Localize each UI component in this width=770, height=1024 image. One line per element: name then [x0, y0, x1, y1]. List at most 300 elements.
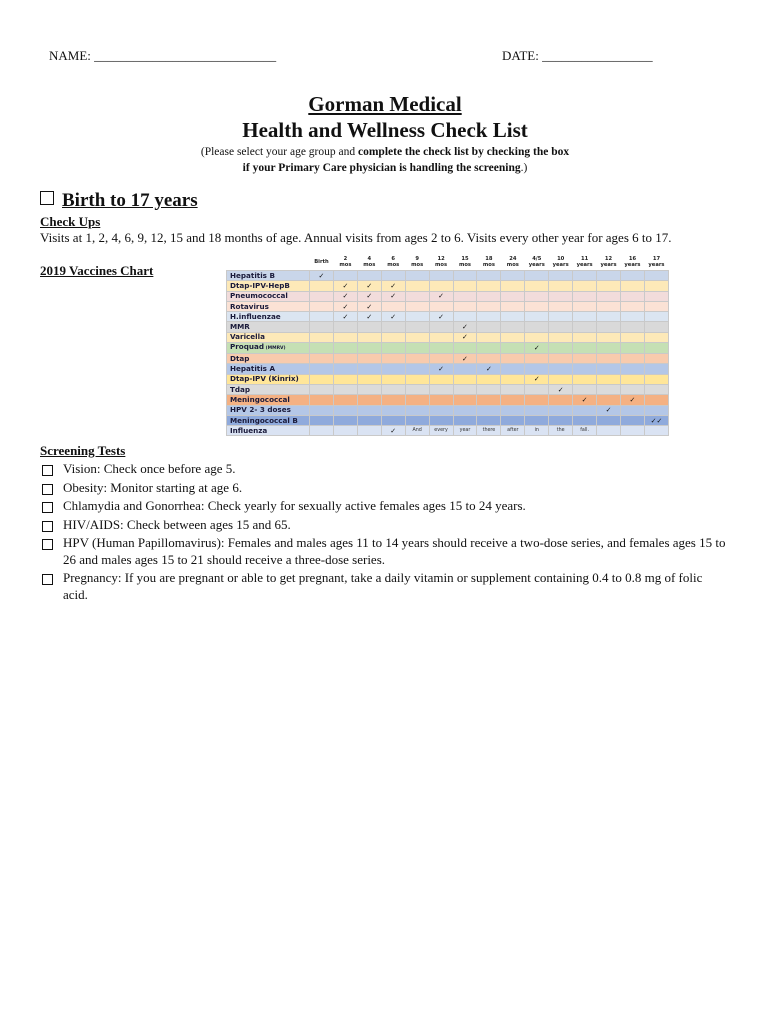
vaccine-cell: in [525, 426, 549, 436]
vaccine-col-value: 12 [437, 256, 445, 262]
vaccine-cell [597, 426, 621, 436]
vaccine-col-value: 4 [367, 256, 372, 262]
screening-checkbox[interactable] [42, 465, 53, 476]
vaccine-cell [429, 322, 453, 332]
instructions [0, 144, 770, 176]
vaccine-name-text: Hepatitis B [230, 270, 275, 280]
vaccine-name-text: Pneumococcal [230, 291, 288, 301]
vaccine-col-value: 2 [343, 256, 348, 262]
vaccine-cell: ✓ [573, 395, 597, 405]
vaccine-cell: ✓ [381, 291, 405, 301]
vaccine-cell [357, 415, 381, 425]
vaccine-cell [525, 322, 549, 332]
vaccine-cell [597, 332, 621, 342]
vaccine-cell [429, 281, 453, 291]
vaccine-col-header [310, 254, 334, 271]
vaccine-name [227, 374, 310, 384]
vaccine-cell [644, 332, 668, 342]
vaccine-row [227, 281, 669, 291]
vaccine-cell [429, 332, 453, 342]
vaccine-name-text: Dtap-IPV-HepB [230, 280, 290, 290]
vaccine-cell [381, 405, 405, 415]
vaccine-cell: ✓ [310, 271, 334, 281]
vaccine-cell [644, 312, 668, 322]
vaccine-cell [525, 312, 549, 322]
vaccine-cell [333, 271, 357, 281]
vaccine-cell [549, 405, 573, 415]
vaccine-cell [477, 281, 501, 291]
vaccine-cell [573, 312, 597, 322]
vaccine-col-unit: mos [435, 262, 448, 268]
vaccine-cell [525, 271, 549, 281]
screening-item [40, 535, 730, 568]
vaccine-cell: ✓ [453, 322, 477, 332]
vaccine-cell [357, 426, 381, 436]
vaccine-name [227, 415, 310, 425]
screening-item-text: HPV (Human Papillomavirus): Females and males ages 11 to 14 years should receive a two-dose series, and females ages 15 to 26 and males ages 15 to 21 should receive a three-dose series. [63, 535, 726, 567]
vaccine-col-unit: years [552, 262, 569, 268]
vaccine-col-value: 11 [580, 256, 589, 262]
vaccine-cell [573, 322, 597, 332]
vaccine-cell [405, 405, 429, 415]
vaccine-cell [597, 374, 621, 384]
vaccine-cell [357, 271, 381, 281]
vaccine-cell [573, 291, 597, 301]
instructions-pre: (Please select your age group and [200, 146, 358, 158]
vaccine-cell [549, 364, 573, 374]
vaccine-cell: ✓ [477, 364, 501, 374]
vaccine-cell [429, 343, 453, 354]
vaccine-cell [357, 354, 381, 364]
vaccine-col-unit: years [624, 262, 641, 268]
instructions-bold: complete the check list by checking the box if your Primary Care physician is handling the screening [242, 146, 570, 174]
vaccine-cell [549, 271, 573, 281]
vaccine-cell [405, 364, 429, 374]
vaccine-cell: ✓ [381, 312, 405, 322]
vaccine-cell [405, 343, 429, 354]
vaccine-cell [501, 301, 525, 311]
vaccine-cell [597, 312, 621, 322]
vaccine-cell: ✓ [333, 291, 357, 301]
vaccine-cell: ✓ [429, 312, 453, 322]
vaccine-col-value: 12 [604, 256, 613, 262]
vaccine-name-text: Proquad [230, 342, 265, 352]
age-group-label: Birth to 17 years [62, 190, 198, 211]
vaccine-cell [549, 312, 573, 322]
vaccine-cell: ✓ [549, 384, 573, 394]
vaccine-cell [525, 384, 549, 394]
vaccine-name-text: Influenza [230, 425, 268, 435]
vaccine-name [227, 312, 310, 322]
vaccine-cell [381, 395, 405, 405]
vaccine-row [227, 354, 669, 364]
vaccine-cell: ✓ [429, 364, 453, 374]
vaccine-name-text: H.influenzae [230, 311, 281, 321]
screening-checkbox[interactable] [42, 502, 53, 513]
vaccine-cell [525, 354, 549, 364]
vaccine-col-header [381, 254, 405, 271]
screening-list [40, 461, 730, 605]
vaccine-col-header [620, 254, 644, 271]
screening-checkbox[interactable] [42, 574, 53, 585]
screening-item [40, 461, 730, 478]
vaccine-row [227, 405, 669, 415]
vaccine-cell [477, 332, 501, 342]
vaccine-cell [477, 405, 501, 415]
vaccine-cell [333, 405, 357, 415]
document-title: Health and Wellness Check List [242, 118, 528, 142]
vaccine-name [227, 364, 310, 374]
vaccine-cell [597, 364, 621, 374]
vaccine-cell [310, 384, 334, 394]
vaccine-cell [549, 322, 573, 332]
vaccine-cell [644, 384, 668, 394]
vaccine-row [227, 301, 669, 311]
vaccine-col-header [525, 254, 549, 271]
vaccine-cell [333, 322, 357, 332]
vaccine-cell [501, 364, 525, 374]
vaccine-cell [357, 332, 381, 342]
vaccine-cell: ✓ [620, 395, 644, 405]
vaccine-cell [501, 405, 525, 415]
vaccine-cell [310, 415, 334, 425]
vaccine-cell [620, 271, 644, 281]
vaccine-cell [477, 343, 501, 354]
vaccine-col-header [549, 254, 573, 271]
vaccine-cell: ✓ [333, 281, 357, 291]
vaccine-cell [453, 374, 477, 384]
vaccine-col-header [597, 254, 621, 271]
name-field[interactable]: NAME: ____________________________ [49, 48, 277, 63]
vaccine-col-header [453, 254, 477, 271]
vaccine-cell [501, 281, 525, 291]
vaccine-cell [310, 343, 334, 354]
vaccine-col-unit: years [576, 262, 593, 268]
vaccine-col-unit: mos [458, 262, 472, 268]
vaccine-cell [453, 364, 477, 374]
vaccine-row [227, 395, 669, 405]
vaccine-cell [477, 415, 501, 425]
vaccine-cell [477, 374, 501, 384]
age-group-heading [40, 190, 198, 212]
vaccine-cell [549, 291, 573, 301]
vaccine-col-value: 15 [461, 256, 469, 262]
vaccine-row [227, 364, 669, 374]
vaccine-cell [573, 364, 597, 374]
vaccine-cell [333, 364, 357, 374]
vaccine-cell [405, 291, 429, 301]
vaccine-col-unit: mos [363, 262, 376, 268]
vaccine-cell [573, 301, 597, 311]
vaccine-name [227, 426, 310, 436]
vaccine-name-text: Meningococcal [230, 394, 290, 404]
vaccine-cell [501, 271, 525, 281]
vaccine-cell [549, 395, 573, 405]
instructions-post: .) [520, 162, 528, 174]
vaccine-cell [501, 415, 525, 425]
vaccine-cell [477, 301, 501, 311]
vaccine-cell [453, 301, 477, 311]
vaccine-chart [226, 254, 669, 436]
vaccine-cell [644, 291, 668, 301]
vaccine-cell [597, 384, 621, 394]
vaccine-col-unit: mos [339, 262, 352, 268]
vaccine-cell [549, 281, 573, 291]
vaccine-col-value: 24 [509, 256, 517, 262]
vaccine-cell [549, 354, 573, 364]
vaccine-cell [620, 384, 644, 394]
vaccine-cell [597, 354, 621, 364]
screening-checkbox[interactable] [42, 539, 53, 550]
vaccine-cell [429, 415, 453, 425]
screening-checkbox[interactable] [42, 484, 53, 495]
vaccine-cell [310, 354, 334, 364]
vaccine-cell [453, 343, 477, 354]
vaccine-table-header [227, 254, 669, 271]
vaccine-row [227, 332, 669, 342]
vaccine-row [227, 271, 669, 281]
vaccine-cell [453, 281, 477, 291]
vaccine-cell [644, 364, 668, 374]
vaccine-cell: ✓ [333, 301, 357, 311]
vaccine-cell [597, 281, 621, 291]
vaccine-row [227, 322, 669, 332]
vaccine-cell: ✓ [597, 405, 621, 415]
vaccine-cell [573, 343, 597, 354]
vaccine-name [227, 354, 310, 364]
vaccine-cell [453, 291, 477, 301]
vaccine-cell [477, 271, 501, 281]
vaccine-col-value: 4/5 [532, 256, 542, 262]
vaccine-name [227, 405, 310, 415]
vaccine-row [227, 291, 669, 301]
vaccine-cell [620, 301, 644, 311]
vaccine-cell [310, 301, 334, 311]
vaccine-cell [573, 271, 597, 281]
vaccine-cell: ✓ [453, 354, 477, 364]
vaccine-cell [381, 343, 405, 354]
vaccine-cell [357, 405, 381, 415]
vaccine-col-value: 10 [557, 256, 565, 262]
vaccine-cell: ✓ [381, 281, 405, 291]
vaccine-col-value: 16 [628, 256, 637, 262]
vaccine-cell [573, 332, 597, 342]
vaccine-cell: ✓ [357, 312, 381, 322]
vaccine-cell: every [429, 426, 453, 436]
vaccine-name [227, 395, 310, 405]
vaccine-cell [310, 426, 334, 436]
vaccine-cell [549, 415, 573, 425]
vaccine-cell [644, 343, 668, 354]
vaccine-col-header [573, 254, 597, 271]
vaccine-cell [333, 384, 357, 394]
vaccine-name [227, 322, 310, 332]
vaccine-name-text: Dtap [230, 353, 250, 363]
vaccine-cell [310, 322, 334, 332]
vaccine-cell [644, 395, 668, 405]
vaccine-cell: ✓ [357, 291, 381, 301]
vaccine-cell [644, 374, 668, 384]
vaccine-cell: ✓ [357, 281, 381, 291]
vaccine-cell [644, 281, 668, 291]
vaccine-cell [525, 301, 549, 311]
vaccine-cell [357, 395, 381, 405]
vaccines-chart-title: 2019 Vaccines Chart [40, 263, 154, 278]
vaccine-cell [501, 395, 525, 405]
vaccine-cell [525, 332, 549, 342]
vaccine-cell [644, 322, 668, 332]
vaccine-corner [227, 254, 310, 271]
vaccine-name-sub: (MMRV) [264, 346, 286, 352]
vaccine-name-text: Meningococcal B [230, 415, 298, 425]
vaccine-name [227, 271, 310, 281]
vaccine-row [227, 343, 669, 354]
vaccine-cell [333, 354, 357, 364]
vaccine-cell [381, 364, 405, 374]
vaccine-cell [405, 374, 429, 384]
vaccine-row [227, 374, 669, 384]
vaccine-cell [405, 301, 429, 311]
vaccine-cell [453, 415, 477, 425]
vaccine-col-unit: mos [506, 262, 519, 268]
vaccine-cell [549, 374, 573, 384]
screening-checkbox[interactable] [42, 521, 53, 532]
vaccine-row [227, 384, 669, 394]
vaccine-cell [597, 301, 621, 311]
vaccine-cell [310, 291, 334, 301]
vaccine-name-text: Dtap-IPV (Kinrix) [230, 374, 299, 384]
vaccine-cell: ✓ [525, 343, 549, 354]
vaccine-cell [573, 415, 597, 425]
vaccine-cell [620, 354, 644, 364]
vaccine-cell: ✓ [381, 426, 405, 436]
vaccine-cell [501, 322, 525, 332]
vaccine-cell [477, 291, 501, 301]
vaccine-name-text: MMR [230, 322, 250, 332]
vaccine-cell [381, 271, 405, 281]
vaccine-cell [620, 426, 644, 436]
vaccine-cell [501, 374, 525, 384]
vaccine-cell [549, 343, 573, 354]
vaccine-cell: there [477, 426, 501, 436]
vaccine-cell: And [405, 426, 429, 436]
vaccine-col-unit: mos [387, 262, 400, 268]
vaccine-cell [453, 384, 477, 394]
vaccine-cell [644, 405, 668, 415]
vaccine-name [227, 332, 310, 342]
vaccine-col-value: Birth [314, 259, 329, 265]
vaccine-cell [310, 312, 334, 322]
screening-item-text: Vision: Check once before age 5. [63, 461, 236, 476]
vaccine-cell [501, 343, 525, 354]
vaccine-table [226, 254, 669, 436]
screening-item-text: Pregnancy: If you are pregnant or able to get pregnant, take a daily vitamin or supplement containing 0.4 to 0.8 mg of folic acid. [63, 570, 703, 602]
vaccine-cell [429, 374, 453, 384]
vaccine-col-header [357, 254, 381, 271]
vaccine-cell [525, 291, 549, 301]
vaccine-cell [525, 395, 549, 405]
vaccine-cell [381, 332, 405, 342]
vaccine-cell: fall. [573, 426, 597, 436]
vaccine-cell [429, 271, 453, 281]
vaccine-col-header [477, 254, 501, 271]
vaccine-cell [405, 415, 429, 425]
vaccine-col-header [501, 254, 525, 271]
vaccine-row [227, 312, 669, 322]
screening-item [40, 517, 730, 534]
vaccine-cell [333, 374, 357, 384]
vaccine-cell [357, 343, 381, 354]
vaccine-cell [525, 364, 549, 374]
vaccine-cell [525, 405, 549, 415]
vaccine-col-value: 6 [391, 256, 396, 262]
age-group-checkbox[interactable] [40, 191, 54, 205]
vaccine-cell [381, 374, 405, 384]
vaccine-cell [429, 405, 453, 415]
vaccine-cell [477, 384, 501, 394]
vaccine-cell [429, 301, 453, 311]
vaccine-cell [620, 405, 644, 415]
vaccine-col-value: 18 [485, 256, 493, 262]
vaccine-cell [333, 332, 357, 342]
vaccine-cell [620, 364, 644, 374]
vaccine-cell [357, 384, 381, 394]
vaccine-cell [405, 354, 429, 364]
vaccine-cell [525, 281, 549, 291]
vaccine-cell [429, 384, 453, 394]
vaccine-cell [381, 415, 405, 425]
vaccine-cell [573, 281, 597, 291]
vaccine-cell [573, 374, 597, 384]
date-field[interactable]: DATE: _________________ [502, 48, 653, 63]
vaccine-cell [357, 374, 381, 384]
vaccine-col-header [333, 254, 357, 271]
vaccine-cell [310, 395, 334, 405]
vaccine-cell [405, 271, 429, 281]
vaccine-cell [620, 322, 644, 332]
vaccine-cell [453, 271, 477, 281]
vaccine-cell: year [453, 426, 477, 436]
vaccine-cell [381, 322, 405, 332]
vaccine-cell [405, 395, 429, 405]
vaccine-cell [644, 271, 668, 281]
vaccine-col-unit: years [600, 262, 617, 268]
vaccine-col-unit: years [648, 262, 665, 268]
vaccine-cell: after [501, 426, 525, 436]
vaccine-cell [477, 322, 501, 332]
vaccine-cell [501, 312, 525, 322]
screening-item [40, 570, 730, 603]
vaccine-name-text: Varicella [230, 332, 265, 342]
vaccine-cell [549, 332, 573, 342]
vaccine-cell [381, 354, 405, 364]
vaccine-cell [405, 384, 429, 394]
vaccine-cell [429, 354, 453, 364]
clinic-name: Gorman Medical [308, 92, 462, 116]
vaccine-cell [381, 384, 405, 394]
vaccine-cell [501, 332, 525, 342]
vaccine-cell [405, 312, 429, 322]
vaccine-cell [597, 271, 621, 281]
vaccine-row [227, 415, 669, 425]
checkups-title: Check Ups [40, 214, 101, 229]
screening-item [40, 498, 730, 515]
screening-item-text: Obesity: Monitor starting at age 6. [63, 479, 243, 495]
vaccine-col-value: 9 [415, 256, 419, 262]
vaccine-cell [310, 364, 334, 374]
vaccine-name-text: HPV 2- 3 doses [230, 405, 291, 415]
vaccine-cell: ✓✓ [644, 415, 668, 425]
